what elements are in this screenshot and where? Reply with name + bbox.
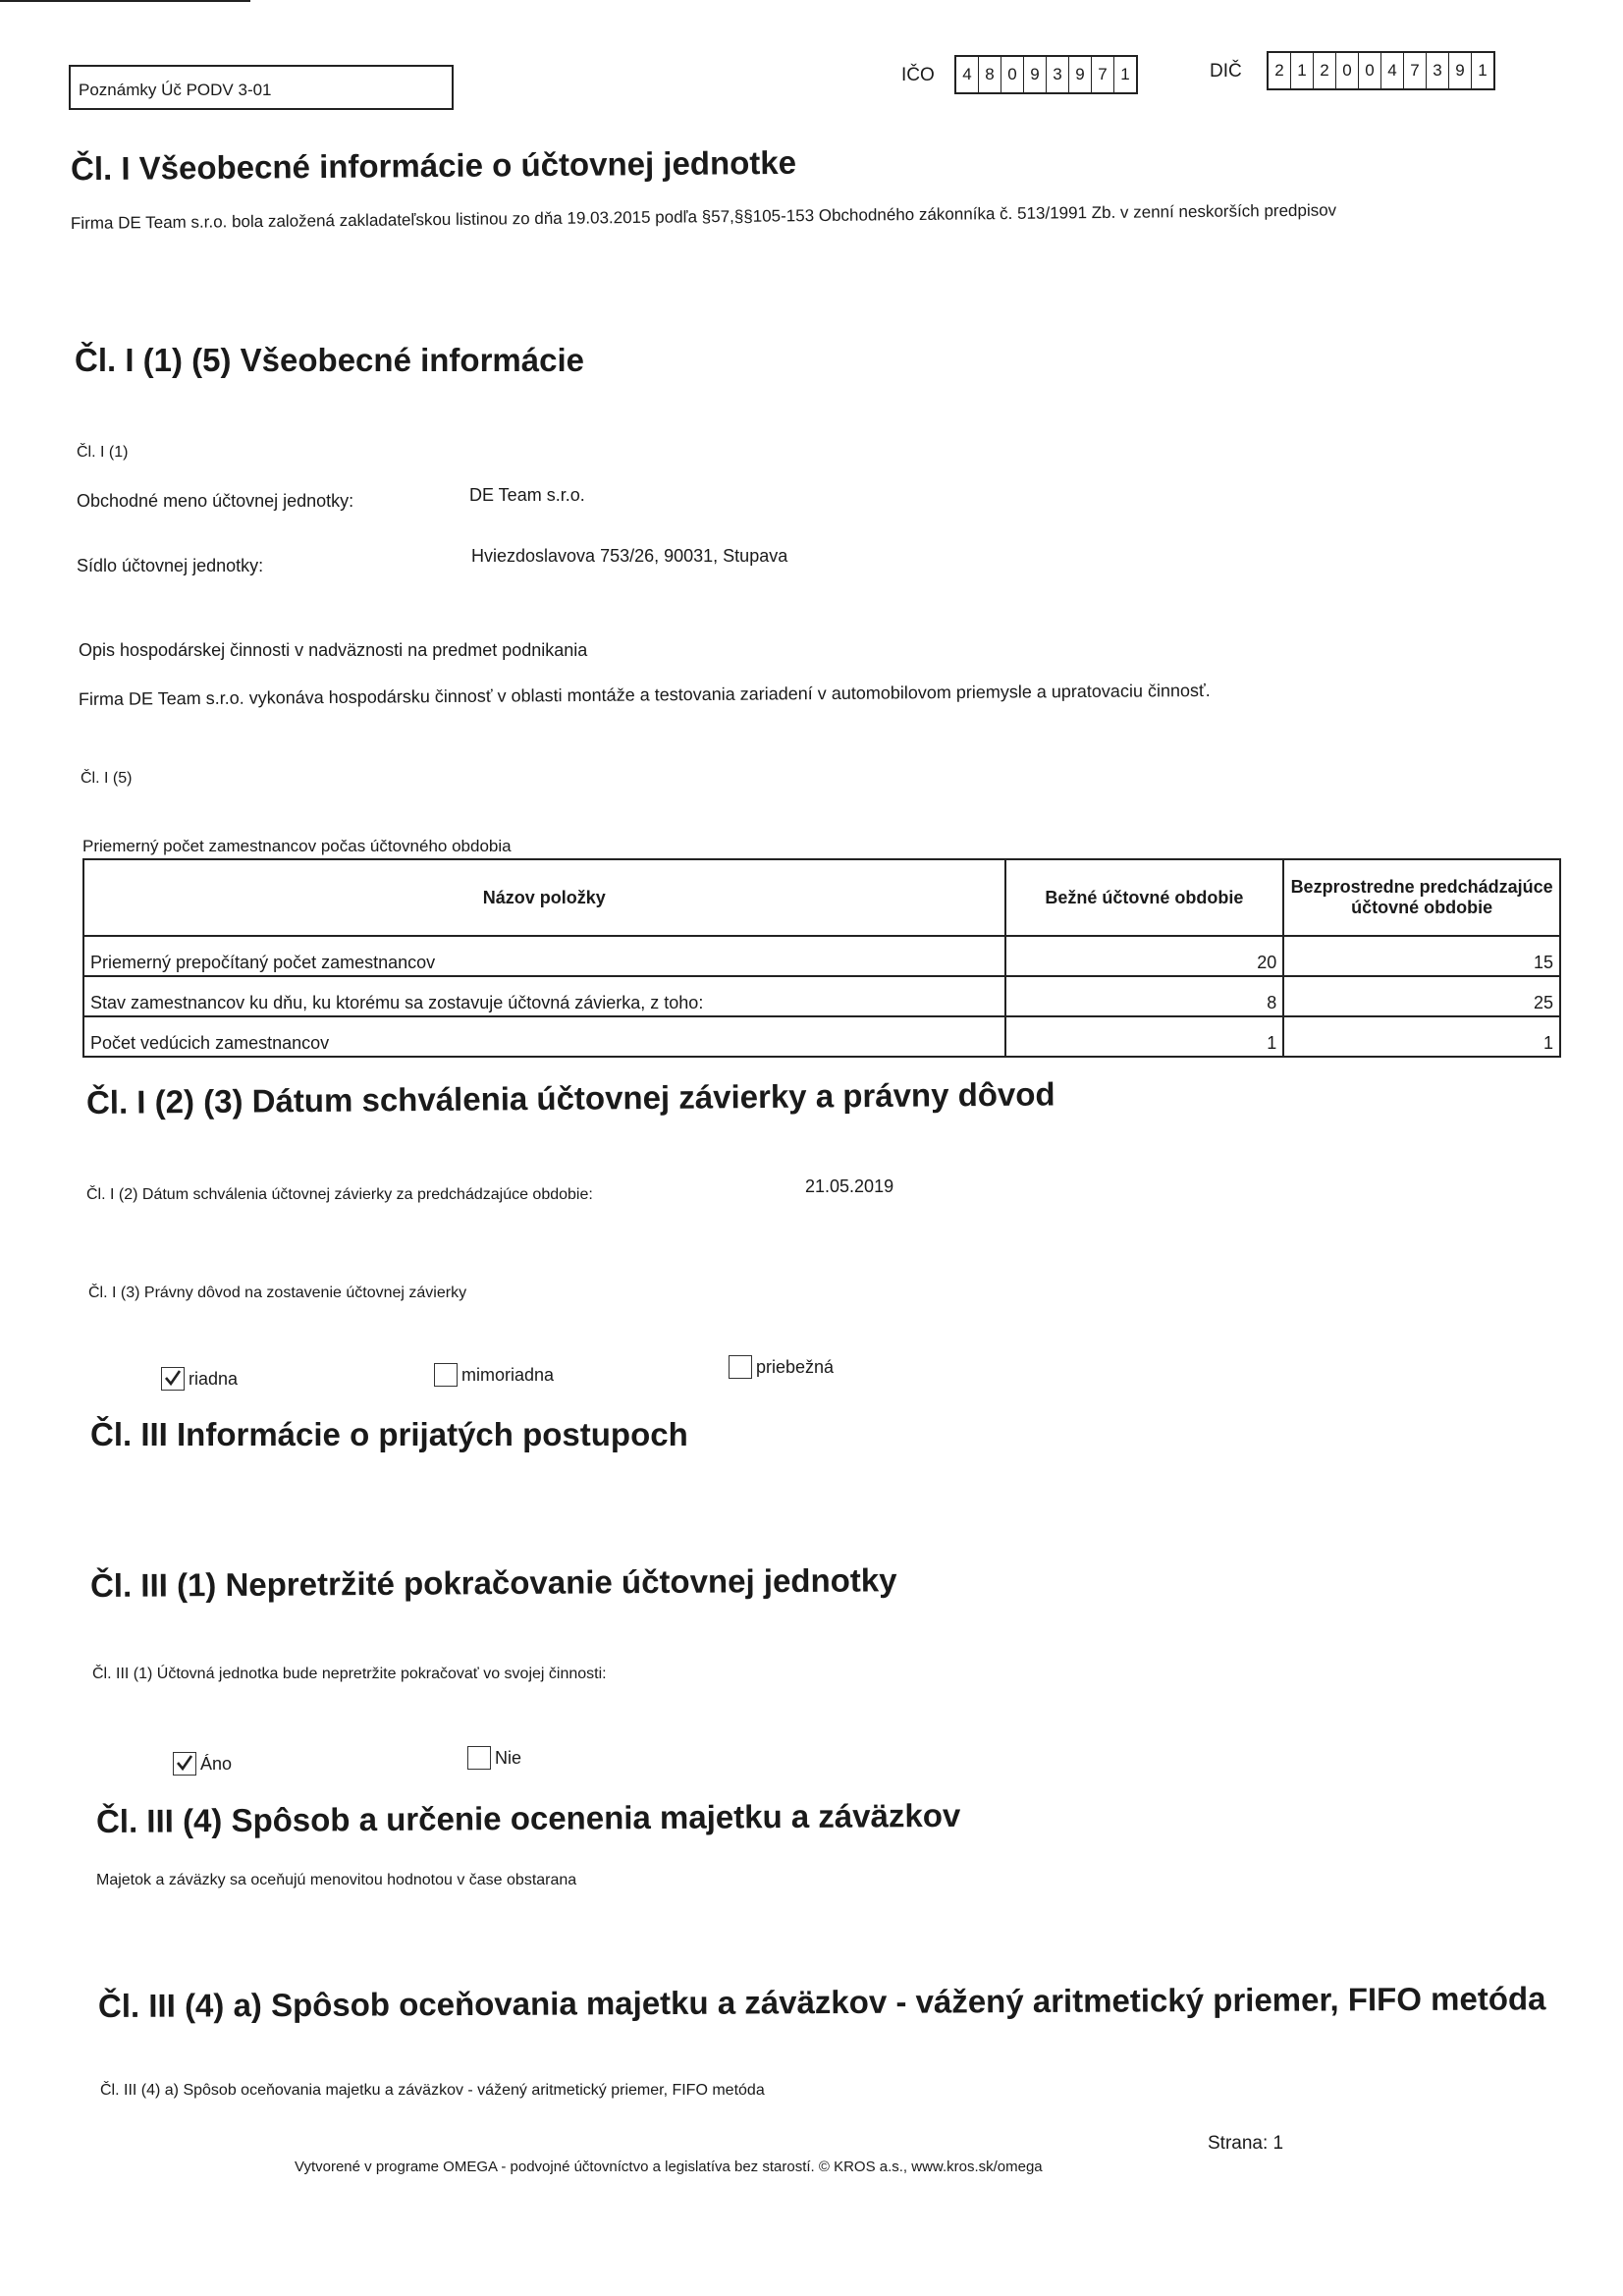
- table-header-row: [83, 859, 1560, 936]
- continuation-question: Čl. III (1) Účtovná jednotka bude nepretržite pokračovať vo svojej činnosti:: [92, 1666, 607, 1682]
- company-name-value: DE Team s.r.o.: [469, 485, 585, 505]
- row-previous-value: 1: [1283, 1016, 1560, 1057]
- sub-heading-5: Čl. I (5): [81, 770, 133, 787]
- company-name-label: Obchodné meno účtovnej jednotky:: [77, 491, 354, 511]
- option-nie[interactable]: [467, 1746, 521, 1770]
- dic-label: DIČ: [1210, 61, 1242, 82]
- row-label: Priemerný prepočítaný počet zamestnancov: [83, 936, 1005, 976]
- dic-digit: 9: [1449, 53, 1472, 88]
- row-previous-value: 25: [1283, 976, 1560, 1016]
- option-ano[interactable]: [173, 1752, 232, 1776]
- employees-table: [82, 858, 1561, 1058]
- table-caption: Priemerný počet zamestnancov počas účtovného obdobia: [82, 837, 512, 855]
- section-title-approval: Čl. I (2) (3) Dátum schválenia účtovnej závierky a právny dôvod: [85, 1075, 1055, 1121]
- col-header-item: Názov položky: [83, 859, 1005, 936]
- option-label: riadna: [189, 1368, 239, 1389]
- ico-digit: 1: [1120, 65, 1130, 83]
- row-current-value: 8: [1005, 976, 1284, 1016]
- dic-digit: 2: [1269, 53, 1291, 88]
- ico-digit: 3: [1047, 57, 1069, 92]
- option-label: Áno: [200, 1753, 233, 1774]
- sub-heading-1: Čl. I (1): [77, 444, 129, 461]
- approval-date-value: 21.05.2019: [805, 1176, 894, 1196]
- row-label: Stav zamestnancov ku dňu, ku ktorému sa zostavuje účtovná závierka, z toho:: [83, 976, 1005, 1016]
- founding-text: Firma DE Team s.r.o. bola založená zakladateľskou listinou zo dňa 19.03.2015 podľa §57,§§105-153 Obchodného zákonníka č. 513/1991 Zb. v zenní neskorších predpisov: [70, 200, 1337, 233]
- dic-digit: 1: [1291, 53, 1314, 88]
- row-current-value: 20: [1005, 936, 1284, 976]
- valuation-text: Majetok a záväzky sa oceňujú menovitou hodnotou v čase obstarana: [96, 1872, 577, 1888]
- section-title-general: Čl. I Všeobecné informácie o účtovnej jednotke: [70, 143, 797, 188]
- form-code: Poznámky Úč PODV 3-01: [79, 81, 272, 99]
- approval-date-label: Čl. I (2) Dátum schválenia účtovnej závierky za predchádzajúce obdobie:: [86, 1186, 593, 1203]
- checkbox-riadna[interactable]: [161, 1367, 185, 1391]
- ico-digit: 8: [979, 57, 1001, 92]
- dic-digit: 0: [1359, 53, 1381, 88]
- table-row: [83, 1016, 1560, 1057]
- row-previous-value: 15: [1283, 936, 1560, 976]
- section-title-procedures: Čl. III Informácie o prijatých postupoch: [90, 1416, 688, 1452]
- dic-digit-boxes: [1267, 51, 1495, 90]
- checkbox-ano[interactable]: [173, 1752, 196, 1776]
- option-label: mimoriadna: [461, 1364, 555, 1385]
- dic-digit: 7: [1404, 53, 1427, 88]
- section-title-continuation: Čl. III (1) Nepretržité pokračovanie účtovnej jednotky: [89, 1561, 897, 1604]
- option-label: priebežná: [756, 1356, 835, 1377]
- dic-digit: 3: [1427, 53, 1449, 88]
- table-row: [83, 936, 1560, 976]
- seat-value: Hviezdoslavova 753/26, 90031, Stupava: [471, 546, 788, 566]
- checkbox-mimoriadna[interactable]: [434, 1363, 458, 1387]
- legal-reason-label: Čl. I (3) Právny dôvod na zostavenie účtovnej závierky: [88, 1285, 467, 1301]
- valuation-method-text: Čl. III (4) a) Spôsob oceňovania majetku a záväzkov - vážený aritmetický priemer, FIFO metóda: [100, 2082, 765, 2099]
- checkbox-priebezna[interactable]: [729, 1355, 752, 1379]
- ico-digit: 9: [1069, 57, 1092, 92]
- checkmark-icon: [163, 1368, 183, 1388]
- activity-text: Firma DE Team s.r.o. vykonáva hospodársku činnosť v oblasti montáže a testovania zariadení v automobilovom priemysle a upratovaciu činnosť.: [78, 680, 1211, 709]
- row-current-value: 1: [1005, 1016, 1284, 1057]
- checkbox-nie[interactable]: [467, 1746, 491, 1770]
- option-mimoriadna[interactable]: [434, 1363, 554, 1387]
- form-code-box: [69, 65, 454, 110]
- ico-digit: 9: [1024, 57, 1047, 92]
- activity-label: Opis hospodárskej činnosti v nadväznosti na predmet podnikania: [79, 640, 588, 660]
- col-header-current: Bežné účtovné obdobie: [1005, 859, 1284, 936]
- dic-digit: 1: [1478, 61, 1488, 80]
- dic-digit: 2: [1314, 53, 1336, 88]
- dic-digit: 4: [1381, 53, 1404, 88]
- checkmark-icon: [175, 1753, 194, 1773]
- section-title-valuation: Čl. III (4) Spôsob a určenie ocenenia majetku a záväzkov: [95, 1796, 961, 1839]
- ico-digit: 4: [956, 57, 979, 92]
- ico-digit: 0: [1001, 57, 1024, 92]
- footer-credit: Vytvorené v programe OMEGA - podvojné účtovníctvo a legislatíva bez starostí. © KROS a.s., www.kros.sk/omega: [295, 2159, 1043, 2175]
- col-header-previous: Bezprostredne predchádzajúce účtovné obdobie: [1283, 859, 1560, 936]
- ico-label: IČO: [901, 65, 935, 85]
- section-title-info: Čl. I (1) (5) Všeobecné informácie: [75, 342, 584, 378]
- page-number: Strana: 1: [1208, 2133, 1284, 2154]
- option-label: Nie: [495, 1747, 522, 1768]
- dic-digit: 0: [1336, 53, 1359, 88]
- option-riadna[interactable]: [161, 1367, 238, 1391]
- table-row: [83, 976, 1560, 1016]
- ico-digit-boxes: [954, 55, 1138, 94]
- top-rule: [0, 0, 250, 2]
- section-title-valuation-method: Čl. III (4) a) Spôsob oceňovania majetku a záväzkov - vážený aritmetický priemer, FIFO metóda: [97, 1980, 1546, 2024]
- seat-label: Sídlo účtovnej jednotky:: [77, 556, 264, 575]
- ico-digit: 7: [1092, 57, 1114, 92]
- row-label: Počet vedúcich zamestnancov: [83, 1016, 1005, 1057]
- option-priebezna[interactable]: [729, 1355, 834, 1379]
